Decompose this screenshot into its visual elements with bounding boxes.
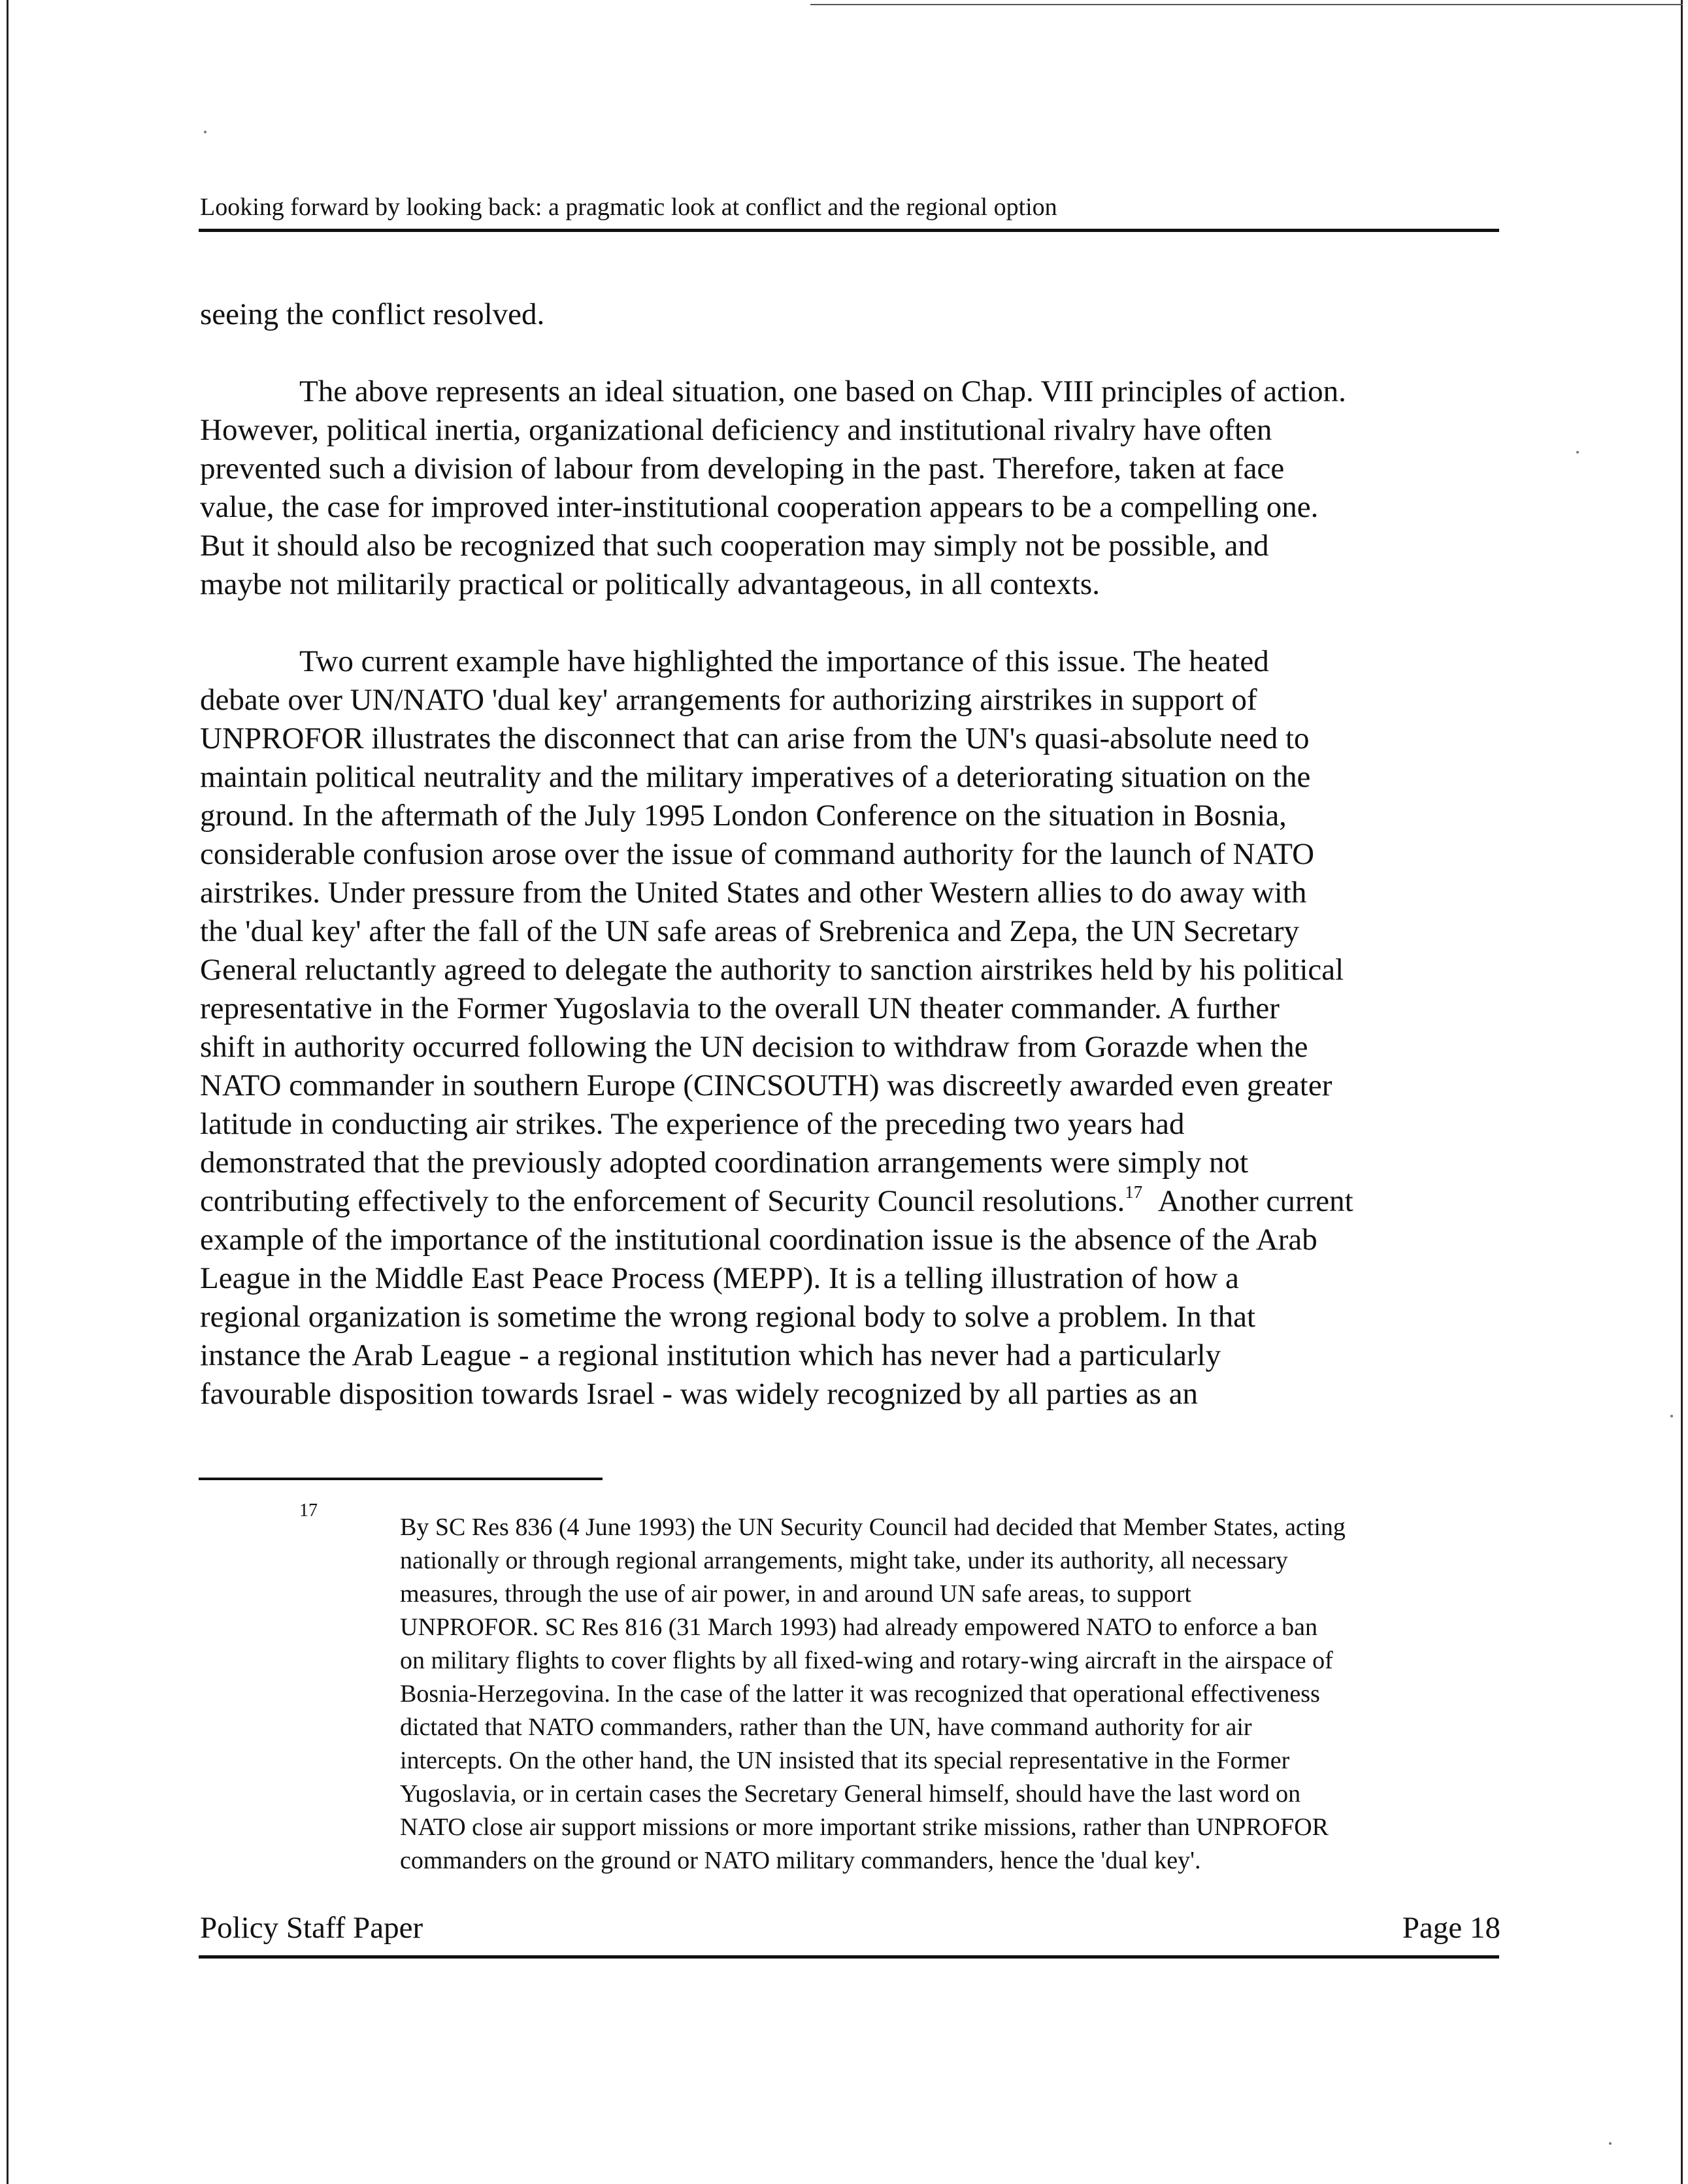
scan-speck [1670,1415,1673,1417]
footnote-line: By SC Res 836 (4 June 1993) the UN Security Council had decided that Member States, acting [400,1514,1346,1541]
footnote-line: measures, through the use of air power, in and around UN safe areas, to support [400,1580,1191,1608]
paragraph-gap [200,334,1500,372]
body-line: considerable confusion arose over the issue of command authority for the launch of NATO [200,837,1315,871]
body-line: ground. In the aftermath of the July 1995 London Conference on the situation in Bosnia, [200,799,1287,833]
footnote-line: nationally or through regional arrangements, might take, under its authority, all necessary [400,1547,1288,1574]
body-line: UNPROFOR illustrates the disconnect that can arise from the UN's quasi-absolute need to [200,721,1310,755]
body-line: favourable disposition towards Israel - was widely recognized by all parties as an [200,1377,1199,1411]
page-footer [200,1908,1500,1954]
body-line: airstrikes. Under pressure from the United States and other Western allies to do away with [200,876,1307,910]
body-line: prevented such a division of labour from developing in the past. Therefore, taken at face [200,452,1285,486]
body-line: example of the importance of the institutional coordination issue is the absence of the Arab [200,1223,1317,1257]
body-line-with-footnote-ref [200,1182,1500,1221]
footer-document-type: Policy Staff Paper [200,1911,423,1945]
scan-edge-left [7,0,8,2184]
footnote-text [400,1511,1524,1878]
body-line: regional organization is sometime the wrong regional body to solve a problem. In that [200,1300,1256,1334]
footnote-line: on military flights to cover flights by all fixed-wing and rotary-wing aircraft in the airspace of [400,1647,1333,1674]
body-line: The above represents an ideal situation, one based on Chap. VIII principles of action. [299,374,1346,408]
footer-rule [199,1955,1499,1959]
scan-speck [204,131,207,133]
footnote-reference[interactable]: 17 [1125,1182,1143,1202]
footnote-line: UNPROFOR. SC Res 816 (31 March 1993) had already empowered NATO to enforce a ban [400,1613,1317,1641]
body-line: latitude in conducting air strikes. The experience of the preceding two years had [200,1107,1185,1141]
body-line: representative in the Former Yugoslavia to the overall UN theater commander. A further [200,991,1280,1025]
body-line-continuation: Another current [1157,1184,1353,1218]
scan-speck [1576,451,1579,454]
body-line-text: contributing effectively to the enforcement of Security Council resolutions. [200,1184,1125,1218]
footnote-line: intercepts. On the other hand, the UN insisted that its special representative in the Former [400,1747,1290,1774]
body-line: General reluctantly agreed to delegate the authority to sanction airstrikes held by his political [200,953,1344,987]
scan-edge-top [810,4,1683,5]
body-line: But it should also be recognized that such cooperation may simply not be possible, and [200,529,1269,563]
scan-speck [1609,2142,1612,2145]
page-number: Page 18 [1402,1911,1500,1945]
body-line: instance the Arab League - a regional institution which has never had a particularly [200,1338,1221,1372]
body-line: League in the Middle East Peace Process (MEPP). It is a telling illustration of how a [200,1261,1239,1295]
body-line: value, the case for improved inter-institutional cooperation appears to be a compelling one. [200,490,1319,524]
scan-edge-right [1681,0,1683,2184]
running-header: Looking forward by looking back: a pragmatic look at conflict and the regional option [200,193,1057,221]
body-line: seeing the conflict resolved. [200,297,545,331]
body-line: shift in authority occurred following the UN decision to withdraw from Gorazde when the [200,1030,1308,1064]
footnote-line: commanders on the ground or NATO military commanders, hence the 'dual key'. [400,1847,1201,1874]
body-line: Two current example have highlighted the importance of this issue. The heated [299,644,1269,678]
paragraph-gap [200,604,1500,642]
footnote-line: Yugoslavia, or in certain cases the Secretary General himself, should have the last word on [400,1780,1301,1808]
body-line: maintain political neutrality and the military imperatives of a deteriorating situation on the [200,760,1311,794]
footnote-line: NATO close air support missions or more important strike missions, rather than UNPROFOR [400,1813,1329,1841]
body-line: the 'dual key' after the fall of the UN safe areas of Srebrenica and Zepa, the UN Secretary [200,914,1300,948]
body-line: However, political inertia, organizational deficiency and institutional rivalry have often [200,413,1272,447]
body-text [200,295,1500,1414]
footnote-line: dictated that NATO commanders, rather than the UN, have command authority for air [400,1713,1252,1741]
body-line: maybe not militarily practical or politically advantageous, in all contexts. [200,567,1100,601]
footnote-number: 17 [299,1500,318,1521]
body-line: debate over UN/NATO 'dual key' arrangements for authorizing airstrikes in support of [200,683,1257,717]
header-rule [199,229,1499,232]
body-line: demonstrated that the previously adopted coordination arrangements were simply not [200,1146,1249,1180]
body-line: NATO commander in southern Europe (CINCSOUTH) was discreetly awarded even greater [200,1068,1332,1102]
footnote-line: Bosnia-Herzegovina. In the case of the latter it was recognized that operational effectiveness [400,1680,1320,1708]
footnote-separator [199,1478,603,1480]
